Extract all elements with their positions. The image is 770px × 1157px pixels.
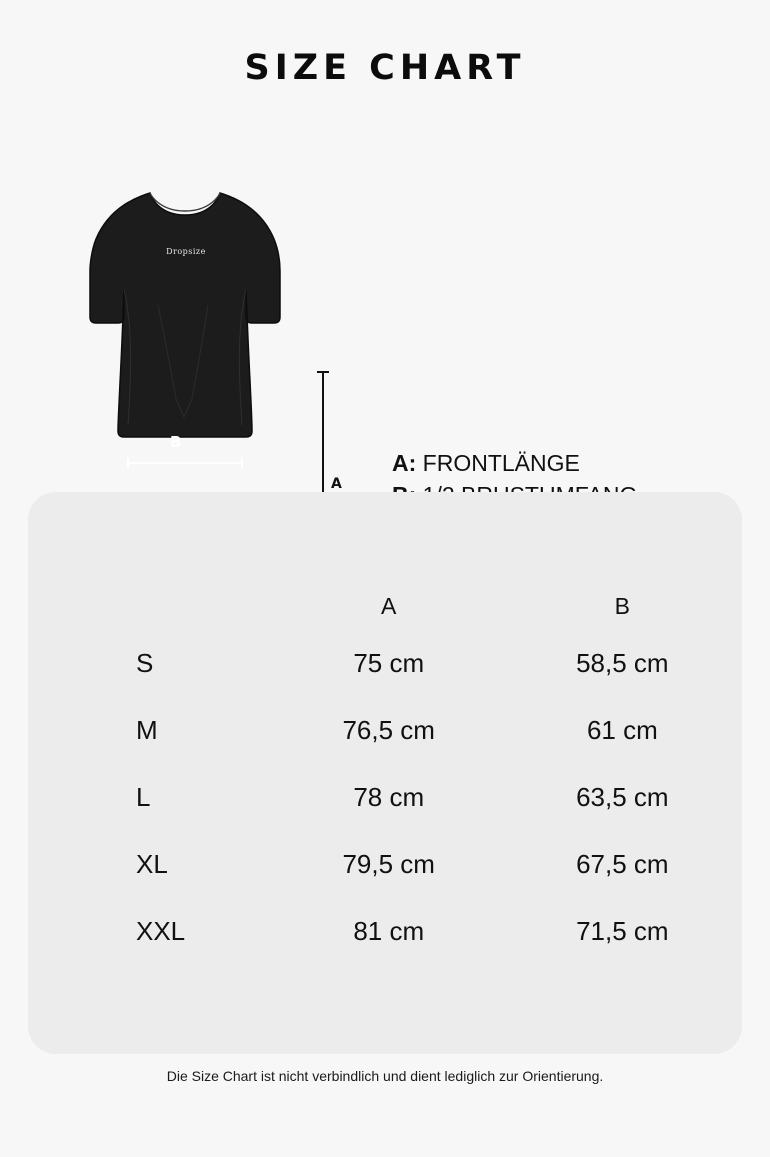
cell-a: 78 cm — [353, 782, 425, 812]
cell-a: 81 cm — [353, 916, 425, 946]
cell-b: 61 cm — [586, 715, 658, 745]
size-table — [28, 492, 742, 965]
size-table-head — [28, 492, 742, 630]
cell-size: S — [136, 648, 154, 678]
column-header-b: B — [614, 593, 631, 619]
shirt-print-label: Dropsize — [166, 247, 206, 256]
cell-size: L — [136, 782, 151, 812]
cell-b: 67,5 cm — [576, 849, 669, 879]
cell-size: XL — [136, 849, 168, 879]
chest-measure-label: B — [170, 433, 182, 451]
cell-b: 63,5 cm — [576, 782, 669, 812]
size-table-body — [28, 630, 742, 965]
cell-size: M — [136, 715, 158, 745]
column-header-size — [28, 492, 275, 630]
column-header-a: A — [381, 593, 397, 619]
table-row — [28, 764, 742, 831]
shirt-illustration — [0, 175, 770, 492]
legend-key-a: A: — [392, 450, 417, 476]
chest-measure-bar — [127, 458, 243, 468]
table-row — [28, 630, 742, 697]
cell-b: 71,5 cm — [576, 916, 669, 946]
table-row — [28, 898, 742, 965]
cell-a: 79,5 cm — [342, 849, 435, 879]
cell-a: 75 cm — [353, 648, 425, 678]
size-table-card — [28, 492, 742, 1054]
length-measure-label: A — [329, 473, 344, 495]
cell-size: XXL — [136, 916, 186, 946]
cell-a: 76,5 cm — [342, 715, 435, 745]
tshirt-graphic — [88, 185, 283, 445]
table-row — [28, 697, 742, 764]
table-row — [28, 831, 742, 898]
legend-text-a: FRONTLÄNGE — [422, 450, 580, 476]
table-header-row — [28, 492, 742, 630]
legend-item-a — [392, 447, 637, 479]
disclaimer-text: Die Size Chart ist nicht verbindlich und dient lediglich zur Orientierung. — [166, 1068, 604, 1084]
page-title: SIZE CHART — [244, 48, 526, 88]
cell-b: 58,5 cm — [576, 648, 669, 678]
tshirt-icon — [88, 185, 283, 445]
